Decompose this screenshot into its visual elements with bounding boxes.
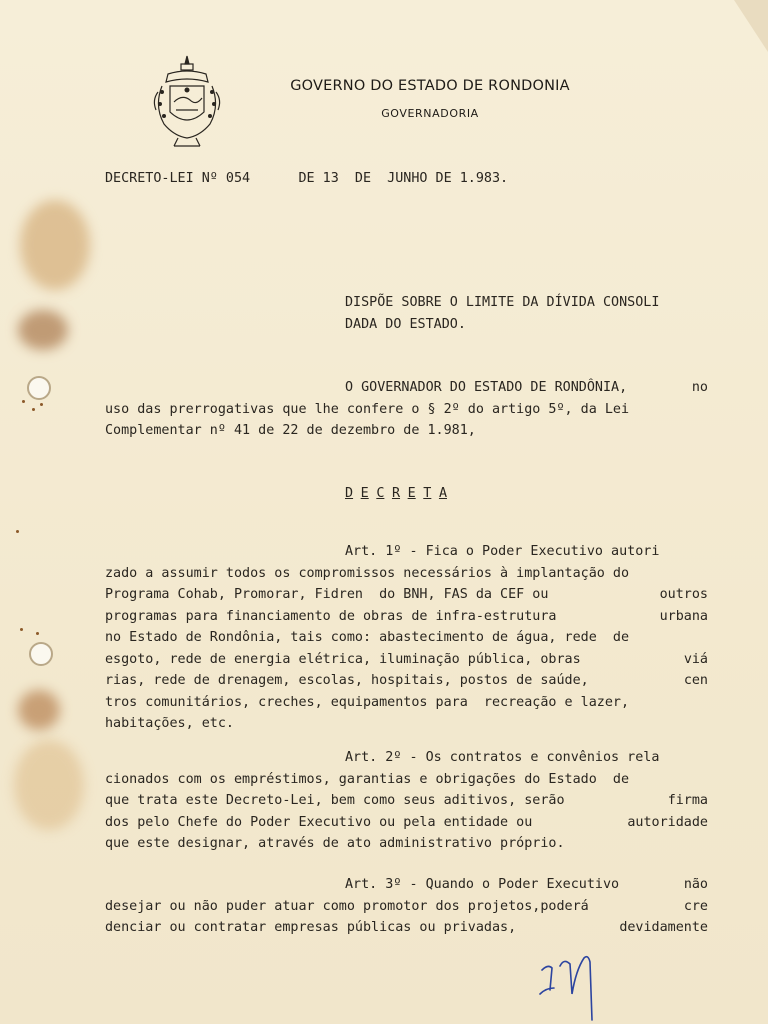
text-line [105, 716, 708, 738]
text-segment: denciar ou contratar empresas públicas ou privadas, [105, 920, 517, 935]
text-line [105, 836, 708, 858]
text-segment: Complementar nº 41 de 22 de dezembro de 1.981, [105, 423, 476, 438]
text-segment: firma [667, 793, 708, 808]
text-line [105, 750, 708, 772]
text-segment: Art. 3º - Quando o Poder Executivo [345, 877, 620, 892]
decreta-letter: T [423, 486, 432, 501]
text-line [105, 815, 708, 837]
text-line [105, 609, 708, 631]
article-1 [105, 544, 708, 738]
decreta-letter: E [360, 486, 369, 501]
decree-number: DECRETO-LEI Nº 054 [105, 171, 251, 186]
punch-hole [29, 642, 53, 666]
rust-stain [18, 310, 68, 350]
text-segment: rias, rede de drenagem, escolas, hospitais, postos de saúde, [105, 673, 589, 688]
water-stain [20, 200, 90, 290]
decreta-letter: D [345, 486, 354, 501]
text-line [105, 380, 708, 402]
decreta-letter: C [376, 486, 385, 501]
rust-spot [36, 632, 39, 635]
rust-spot [20, 628, 23, 631]
decreta-letter: R [391, 486, 401, 501]
text-segment: uso das prerrogativas que lhe confere o § 2º do artigo 5º, da Lei [105, 401, 630, 417]
text-segment: no Estado de Rondônia, tais como: abastecimento de água, rede de [105, 630, 630, 645]
text-segment: autoridade [627, 814, 708, 830]
preamble [105, 380, 708, 445]
summary-line: DISPÕE SOBRE O LIMITE DA DÍVIDA CONSOLI [345, 295, 660, 310]
rust-spot [40, 403, 43, 406]
article-3 [105, 877, 708, 942]
punch-hole [27, 376, 51, 400]
text-segment: O GOVERNADOR DO ESTADO DE RONDÔNIA, [345, 380, 628, 395]
text-line [105, 652, 708, 674]
government-title: GOVERNO DO ESTADO DE RONDONIA [290, 78, 570, 94]
text-segment: que trata este Decreto-Lei, bem como seus aditivos, serão [105, 793, 565, 808]
text-segment: dos pelo Chefe do Poder Executivo ou pela entidade ou [105, 814, 533, 830]
text-segment: Art. 2º - Os contratos e convênios rela [345, 750, 660, 765]
text-line [105, 544, 708, 566]
text-segment: habitações, etc. [105, 716, 234, 731]
text-line [105, 587, 708, 609]
text-segment: no [691, 380, 708, 395]
handwritten-initials [536, 950, 598, 1024]
decreta-heading [345, 486, 455, 501]
text-segment: viá [683, 651, 708, 667]
text-line [105, 566, 708, 588]
text-segment: Programa Cohab, Promorar, Fidren do BNH, FAS da CEF ou [105, 587, 549, 602]
text-segment: não [683, 877, 708, 892]
text-segment: cre [683, 898, 708, 914]
article-2 [105, 750, 708, 858]
decree-title [105, 172, 508, 185]
decree-date: DE 13 DE JUNHO DE 1.983. [298, 171, 509, 186]
water-stain [14, 740, 84, 830]
rust-spot [22, 400, 25, 403]
text-line [105, 877, 708, 899]
text-segment: outros [659, 587, 708, 602]
text-line [105, 793, 708, 815]
rust-stain [18, 690, 60, 730]
text-segment: esgoto, rede de energia elétrica, iluminação pública, obras [105, 651, 581, 667]
rust-spot [32, 408, 35, 411]
text-segment: cen [683, 673, 708, 688]
text-line [105, 920, 708, 942]
text-segment: zado a assumir todos os compromissos necessários à implantação do [105, 565, 630, 581]
text-segment: Art. 1º - Fica o Poder Executivo autori [345, 544, 660, 559]
folded-corner [734, 0, 768, 52]
text-line [105, 899, 708, 921]
rust-spot [16, 530, 19, 533]
text-segment: cionados com os empréstimos, garantias e obrigações do Estado de [105, 771, 630, 787]
text-segment: urbana [659, 608, 708, 624]
decreta-letter: E [407, 486, 416, 501]
text-segment: programas para financiamento de obras de infra-estrutura [105, 608, 557, 624]
decreta-letter: A [438, 486, 447, 501]
text-line [105, 423, 708, 445]
text-line [105, 673, 708, 695]
text-segment: desejar ou não puder atuar como promotor dos projetos,poderá [105, 898, 589, 914]
text-line [105, 772, 708, 794]
summary-line: DADA DO ESTADO. [345, 317, 466, 332]
governadoria-subtitle: GOVERNADORIA [381, 107, 479, 120]
text-line [105, 630, 708, 652]
text-line [105, 402, 708, 424]
text-segment: que este designar, através de ato administrativo próprio. [105, 836, 565, 851]
text-line [105, 695, 708, 717]
text-segment: devidamente [619, 920, 708, 935]
text-segment: tros comunitários, creches, equipamentos para recreação e lazer, [105, 694, 630, 710]
coat-of-arms-icon [148, 52, 226, 150]
